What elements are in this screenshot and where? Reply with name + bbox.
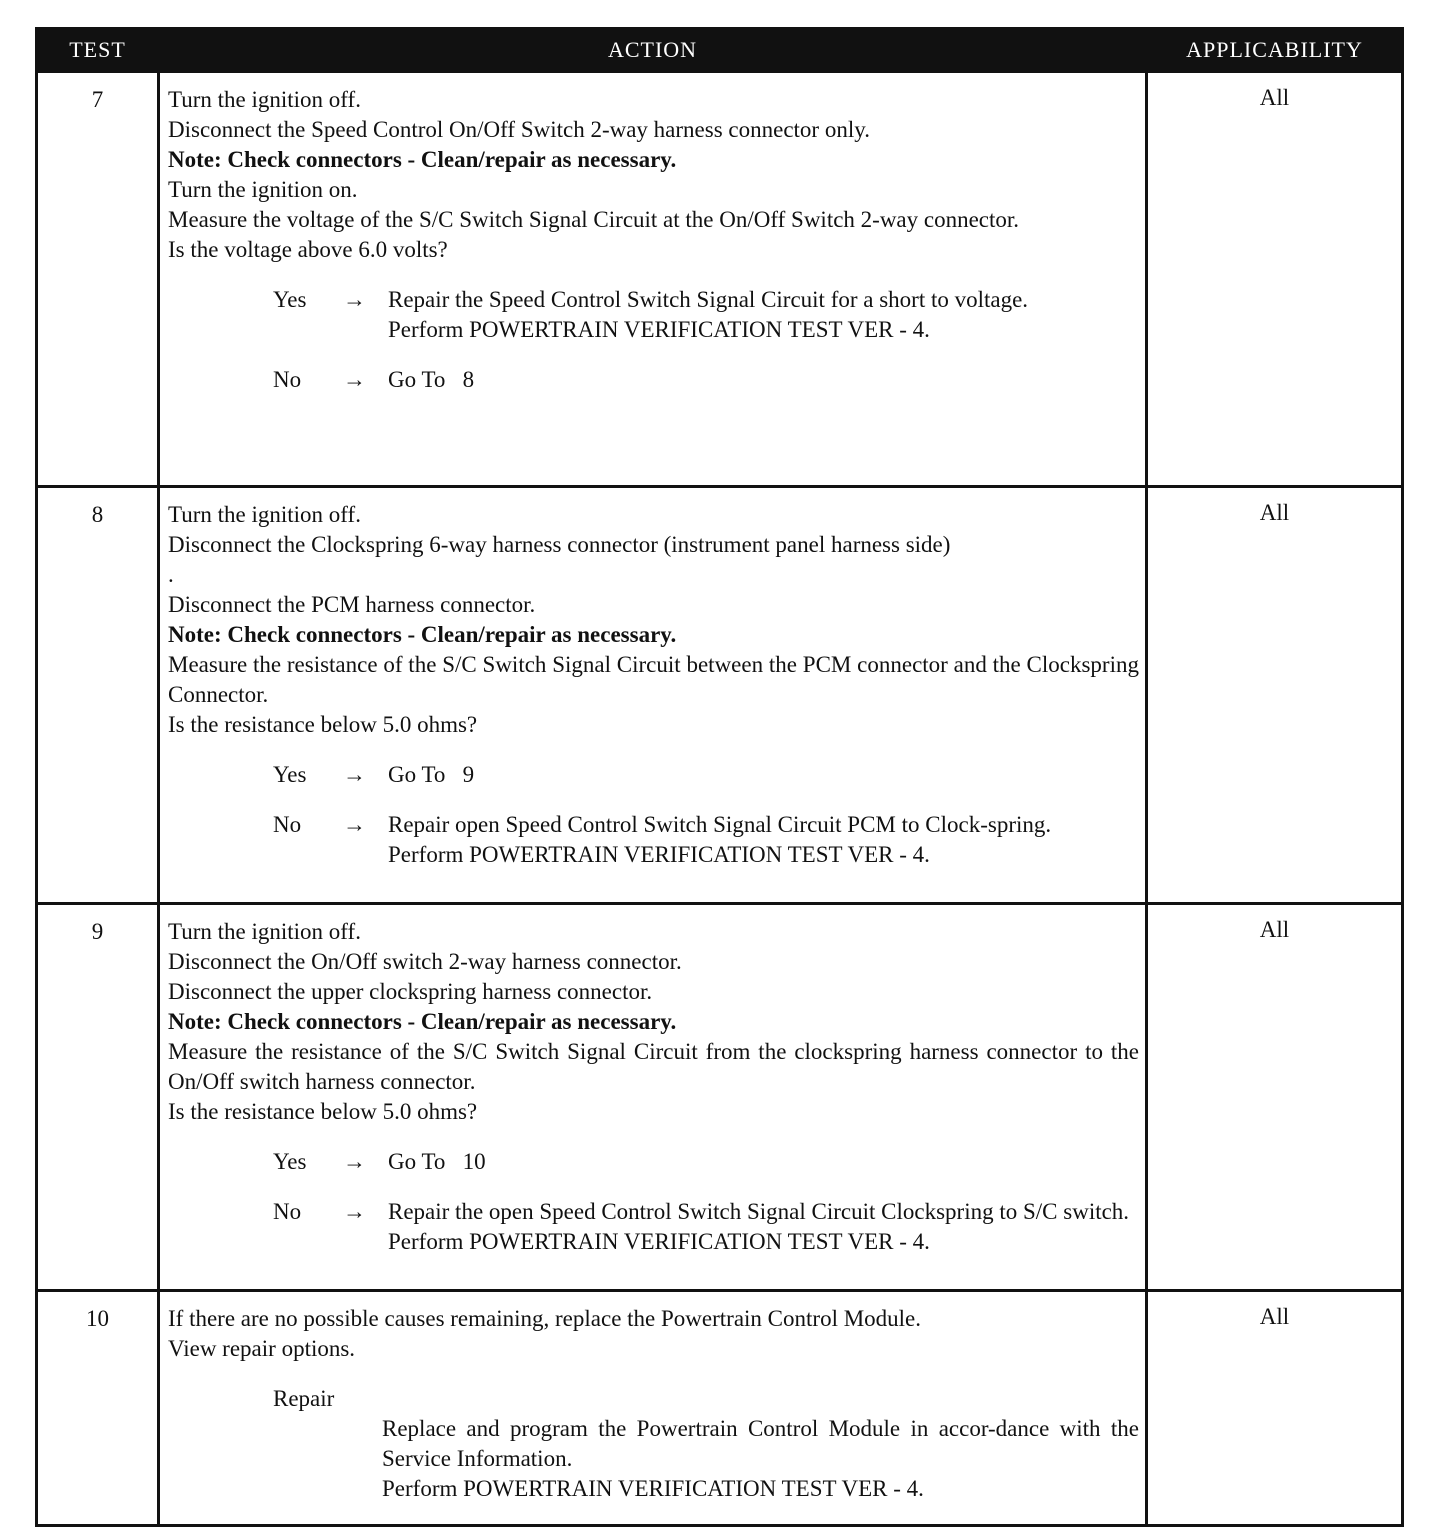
arrow-icon: →	[343, 812, 366, 837]
applicability-cell: All	[1147, 1291, 1403, 1526]
action-note: Note: Check connectors - Clean/repair as necessary.	[168, 622, 677, 647]
test-number: 9	[37, 904, 159, 1291]
header-row	[37, 29, 1403, 72]
action-cell	[159, 487, 1147, 904]
action-question: Is the resistance below 5.0 ohms?	[168, 712, 478, 737]
action-note: Note: Check connectors - Clean/repair as necessary.	[168, 1009, 677, 1034]
no-label: No	[273, 1199, 302, 1224]
action-line: Disconnect the PCM harness connector.	[168, 592, 536, 617]
applicability-cell: All	[1147, 72, 1403, 487]
action-line: Turn the ignition on.	[168, 177, 358, 202]
action-line: Disconnect the Clockspring 6-way harness connector (instrument panel harness side)	[168, 532, 951, 557]
test-number: 7	[37, 72, 159, 487]
table-row	[37, 487, 1403, 904]
arrow-icon: →	[343, 367, 366, 392]
applicability-cell: All	[1147, 904, 1403, 1291]
action-line: View repair options.	[168, 1336, 356, 1361]
no-text-verify: Perform POWERTRAIN VERIFICATION TEST VER - 4.	[388, 1229, 930, 1254]
action-cell	[159, 1291, 1147, 1526]
repair-text-verify: Perform POWERTRAIN VERIFICATION TEST VER - 4.	[382, 1476, 924, 1501]
yes-branch	[168, 1147, 1139, 1177]
repair-text: Replace and program the Powertrain Control Module in accor-dance with the Service Information.	[382, 1416, 1139, 1471]
diagnostic-table	[35, 27, 1404, 1527]
no-result: Go To 8	[388, 367, 475, 392]
yes-branch	[168, 285, 1139, 345]
yes-result: Go To 10	[388, 1149, 486, 1174]
header-applicability: APPLICABILITY	[1147, 29, 1403, 72]
action-line: .	[168, 562, 174, 587]
no-branch	[168, 1197, 1139, 1257]
yes-label: Yes	[273, 1149, 307, 1174]
diagnostic-page	[35, 27, 1401, 1527]
action-cell	[159, 72, 1147, 487]
table-row	[37, 72, 1403, 487]
action-line: Measure the resistance of the S/C Switch Signal Circuit between the PCM connector and the Clockspring Connector.	[168, 652, 1139, 707]
test-number: 10	[37, 1291, 159, 1526]
yes-text-verify: Perform POWERTRAIN VERIFICATION TEST VER - 4.	[388, 317, 930, 342]
no-result	[388, 1197, 1139, 1257]
table-row	[37, 1291, 1403, 1526]
yes-label: Yes	[273, 287, 307, 312]
header-test: TEST	[37, 29, 159, 72]
action-line: Disconnect the On/Off switch 2-way harness connector.	[168, 949, 682, 974]
no-branch	[168, 365, 1139, 395]
action-line: Measure the resistance of the S/C Switch Signal Circuit from the clockspring harness connector to the On/Off switch harness connector.	[168, 1039, 1139, 1094]
no-label: No	[273, 367, 302, 392]
yes-text: Repair the Speed Control Switch Signal Circuit for a short to voltage.	[388, 287, 1029, 312]
yes-result	[388, 285, 1139, 345]
yes-branch	[168, 760, 1139, 790]
action-line: Disconnect the upper clockspring harness connector.	[168, 979, 653, 1004]
action-line: Turn the ignition off.	[168, 919, 361, 944]
yes-result: Go To 9	[388, 762, 475, 787]
no-text: Repair the open Speed Control Switch Signal Circuit Clockspring to S/C switch.	[388, 1199, 1130, 1224]
action-line: If there are no possible causes remaining, replace the Powertrain Control Module.	[168, 1306, 922, 1331]
action-line: Disconnect the Speed Control On/Off Switch 2-way harness connector only.	[168, 117, 870, 142]
action-cell	[159, 904, 1147, 1291]
arrow-icon: →	[343, 762, 366, 787]
action-line: Measure the voltage of the S/C Switch Signal Circuit at the On/Off Switch 2-way connector.	[168, 207, 1020, 232]
arrow-icon: →	[343, 1149, 366, 1174]
action-question: Is the resistance below 5.0 ohms?	[168, 1099, 478, 1124]
applicability-cell: All	[1147, 487, 1403, 904]
table-row	[37, 904, 1403, 1291]
no-label: No	[273, 812, 302, 837]
yes-label: Yes	[273, 762, 307, 787]
no-text: Repair open Speed Control Switch Signal Circuit PCM to Clock-spring.	[388, 812, 1052, 837]
no-result	[388, 810, 1139, 870]
header-action: ACTION	[159, 29, 1147, 72]
action-line: Turn the ignition off.	[168, 87, 361, 112]
action-note: Note: Check connectors - Clean/repair as necessary.	[168, 147, 677, 172]
repair-label: Repair	[273, 1386, 335, 1411]
no-text-verify: Perform POWERTRAIN VERIFICATION TEST VER - 4.	[388, 842, 930, 867]
arrow-icon: →	[343, 1199, 366, 1224]
action-line: Turn the ignition off.	[168, 502, 361, 527]
test-number: 8	[37, 487, 159, 904]
no-branch	[168, 810, 1139, 870]
action-question: Is the voltage above 6.0 volts?	[168, 237, 448, 262]
arrow-icon: →	[343, 287, 366, 312]
